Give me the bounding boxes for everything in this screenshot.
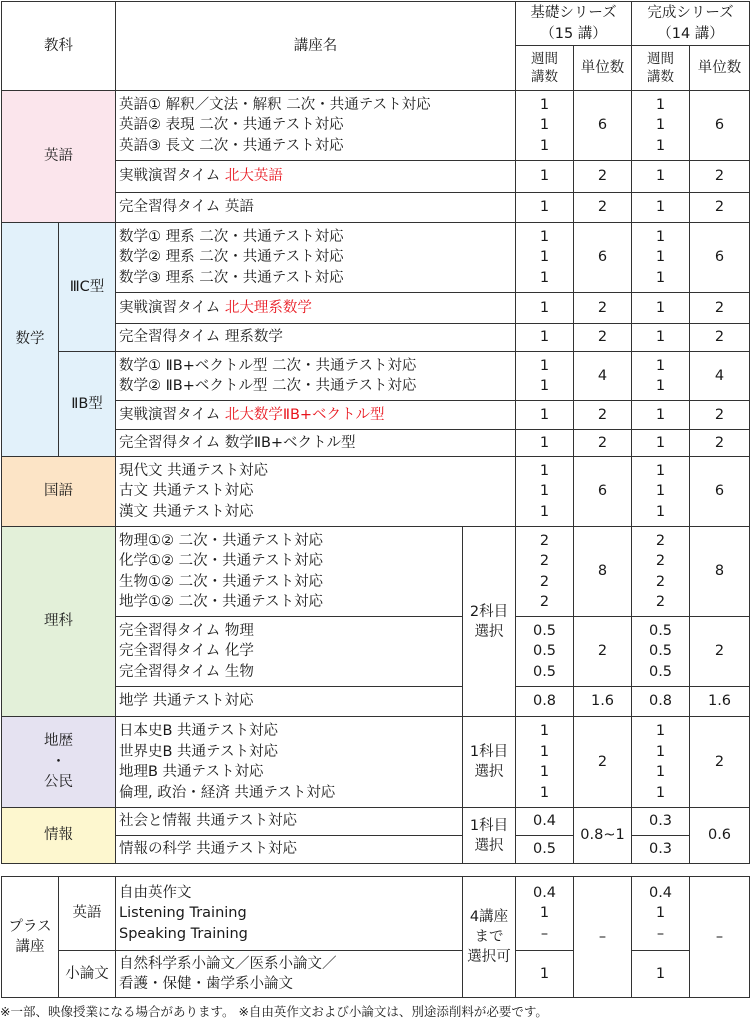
math-3c-practice-complete-weekly: 1 bbox=[632, 293, 690, 324]
plus-english-complete-weekly: 0.4 1 – bbox=[632, 877, 690, 951]
science-mastery-complete-units: 2 bbox=[690, 617, 750, 687]
header-subject: 教科 bbox=[2, 2, 116, 91]
science-mastery-complete-weekly: 0.5 0.5 0.5 bbox=[632, 617, 690, 687]
science-mastery-basic-units: 2 bbox=[574, 617, 632, 687]
math-2b-mastery-basic-units: 2 bbox=[574, 430, 632, 457]
japanese-complete-weekly: 1 1 1 bbox=[632, 457, 690, 527]
math-2b-mastery-complete-units: 2 bbox=[690, 430, 750, 457]
footnote: ※一部、映像授業になる場合があります。 ※自由英作文および小論文は、別途添削料が必要です。 bbox=[0, 1004, 548, 1019]
social-courses: 日本史B 共通テスト対応 世界史B 共通テスト対応 地理B 共通テスト対応 倫理, 政治・経済 共通テスト対応 bbox=[116, 717, 463, 808]
plus-selection: 4講座 まで 選択可 bbox=[463, 877, 516, 998]
english-basic-units: 6 bbox=[574, 91, 632, 161]
japanese-courses: 現代文 共通テスト対応 古文 共通テスト対応 漢文 共通テスト対応 bbox=[116, 457, 516, 527]
plus-courses-table bbox=[1, 876, 750, 998]
science-earth-complete-weekly: 0.8 bbox=[632, 687, 690, 717]
math-2b-mastery-course: 完全習得タイム 数学ⅡB+ベクトル型 bbox=[116, 430, 516, 457]
math-3c-practice-basic-weekly: 1 bbox=[516, 293, 574, 324]
subject-history-civics: 地歴 ・ 公民 bbox=[2, 717, 116, 808]
subject-english: 英語 bbox=[2, 91, 116, 223]
math-3c-practice-course: 実戦演習タイム 北大理系数学 bbox=[116, 293, 516, 324]
japanese-basic-units: 6 bbox=[574, 457, 632, 527]
english-practice-basic-weekly: 1 bbox=[516, 161, 574, 193]
info-course-2: 情報の科学 共通テスト対応 bbox=[116, 836, 463, 864]
english-courses: 英語① 解釈／文法・解釈 二次・共通テスト対応 英語② 表現 二次・共通テスト対応 英語③ 長文 二次・共通テスト対応 bbox=[116, 91, 516, 161]
header-course: 講座名 bbox=[116, 2, 516, 91]
math-3c-mastery-basic-units: 2 bbox=[574, 324, 632, 352]
subject-information: 情報 bbox=[2, 808, 116, 864]
math-type-2b: ⅡB型 bbox=[59, 352, 116, 457]
plus-label: プラス 講座 bbox=[2, 877, 59, 998]
math-2b-mastery-complete-weekly: 1 bbox=[632, 430, 690, 457]
header-basic-weekly: 週間 講数 bbox=[516, 46, 574, 91]
science-basic-weekly: 2 2 2 2 bbox=[516, 527, 574, 617]
science-mastery-courses: 完全習得タイム 物理 完全習得タイム 化学 完全習得タイム 生物 bbox=[116, 617, 463, 687]
science-courses: 物理①② 二次・共通テスト対応 化学①② 二次・共通テスト対応 生物①② 二次・共通テスト対応 地学①② 二次・共通テスト対応 bbox=[116, 527, 463, 617]
plus-essay-label: 小論文 bbox=[59, 951, 116, 998]
social-basic-units: 2 bbox=[574, 717, 632, 808]
math-2b-complete-units: 4 bbox=[690, 352, 750, 401]
header-basic-series: 基礎シリーズ （15 講） bbox=[516, 2, 632, 46]
info-2-complete-weekly: 0.3 bbox=[632, 836, 690, 864]
math-2b-practice-basic-weekly: 1 bbox=[516, 401, 574, 430]
science-earth-basic-weekly: 0.8 bbox=[516, 687, 574, 717]
header-complete-units: 単位数 bbox=[690, 46, 750, 91]
social-complete-weekly: 1 1 1 1 bbox=[632, 717, 690, 808]
subject-japanese: 国語 bbox=[2, 457, 116, 527]
math-2b-courses: 数学① ⅡB+ベクトル型 二次・共通テスト対応 数学② ⅡB+ベクトル型 二次・共通テスト対応 bbox=[116, 352, 516, 401]
header-complete-weekly: 週間 講数 bbox=[632, 46, 690, 91]
english-complete-units: 6 bbox=[690, 91, 750, 161]
japanese-complete-units: 6 bbox=[690, 457, 750, 527]
english-mastery-complete-weekly: 1 bbox=[632, 193, 690, 223]
subject-science: 理科 bbox=[2, 527, 116, 717]
math-3c-mastery-course: 完全習得タイム 理系数学 bbox=[116, 324, 516, 352]
japanese-basic-weekly: 1 1 1 bbox=[516, 457, 574, 527]
math-3c-complete-weekly: 1 1 1 bbox=[632, 223, 690, 293]
math-2b-practice-complete-units: 2 bbox=[690, 401, 750, 430]
english-complete-weekly: 1 1 1 bbox=[632, 91, 690, 161]
english-basic-weekly: 1 1 1 bbox=[516, 91, 574, 161]
math-type-3c: ⅢC型 bbox=[59, 223, 116, 352]
english-mastery-course: 完全習得タイム 英語 bbox=[116, 193, 516, 223]
plus-essay-complete-weekly: 1 bbox=[632, 951, 690, 998]
info-1-basic-weekly: 0.4 bbox=[516, 808, 574, 836]
plus-english-basic-weekly: 0.4 1 – bbox=[516, 877, 574, 951]
math-2b-practice-basic-units: 2 bbox=[574, 401, 632, 430]
math-2b-basic-units: 4 bbox=[574, 352, 632, 401]
science-earth-course: 地学 共通テスト対応 bbox=[116, 687, 463, 717]
social-complete-units: 2 bbox=[690, 717, 750, 808]
social-basic-weekly: 1 1 1 1 bbox=[516, 717, 574, 808]
science-earth-basic-units: 1.6 bbox=[574, 687, 632, 717]
science-earth-complete-units: 1.6 bbox=[690, 687, 750, 717]
social-selection: 1科目 選択 bbox=[463, 717, 516, 808]
info-basic-units: 0.8~1 bbox=[574, 808, 632, 864]
english-practice-course: 実戦演習タイム 北大英語 bbox=[116, 161, 516, 193]
english-practice-complete-weekly: 1 bbox=[632, 161, 690, 193]
science-mastery-basic-weekly: 0.5 0.5 0.5 bbox=[516, 617, 574, 687]
info-course-1: 社会と情報 共通テスト対応 bbox=[116, 808, 463, 836]
english-mastery-complete-units: 2 bbox=[690, 193, 750, 223]
math-3c-complete-units: 6 bbox=[690, 223, 750, 293]
header-basic-units: 単位数 bbox=[574, 46, 632, 91]
math-2b-practice-course: 実戦演習タイム 北大数学ⅡB+ベクトル型 bbox=[116, 401, 516, 430]
math-2b-complete-weekly: 1 1 bbox=[632, 352, 690, 401]
plus-essay-courses: 自然科学系小論文／医系小論文／ 看護・保健・歯学系小論文 bbox=[116, 951, 463, 998]
science-complete-weekly: 2 2 2 2 bbox=[632, 527, 690, 617]
math-3c-basic-weekly: 1 1 1 bbox=[516, 223, 574, 293]
english-practice-complete-units: 2 bbox=[690, 161, 750, 193]
english-mastery-basic-units: 2 bbox=[574, 193, 632, 223]
math-2b-practice-complete-weekly: 1 bbox=[632, 401, 690, 430]
math-3c-practice-complete-units: 2 bbox=[690, 293, 750, 324]
math-3c-basic-units: 6 bbox=[574, 223, 632, 293]
plus-complete-units: – bbox=[690, 877, 750, 998]
info-complete-units: 0.6 bbox=[690, 808, 750, 864]
plus-essay-basic-weekly: 1 bbox=[516, 951, 574, 998]
subject-math: 数学 bbox=[2, 223, 59, 457]
math-3c-mastery-complete-units: 2 bbox=[690, 324, 750, 352]
header-complete-series: 完成シリーズ （14 講） bbox=[632, 2, 750, 46]
info-1-complete-weekly: 0.3 bbox=[632, 808, 690, 836]
plus-basic-units: – bbox=[574, 877, 632, 998]
math-2b-mastery-basic-weekly: 1 bbox=[516, 430, 574, 457]
info-2-basic-weekly: 0.5 bbox=[516, 836, 574, 864]
science-complete-units: 8 bbox=[690, 527, 750, 617]
math-3c-courses: 数学① 理系 二次・共通テスト対応 数学② 理系 二次・共通テスト対応 数学③ 理系 二次・共通テスト対応 bbox=[116, 223, 516, 293]
info-selection: 1科目 選択 bbox=[463, 808, 516, 864]
plus-english-label: 英語 bbox=[59, 877, 116, 951]
plus-english-courses: 自由英作文 Listening Training Speaking Training bbox=[116, 877, 463, 951]
english-mastery-basic-weekly: 1 bbox=[516, 193, 574, 223]
science-basic-units: 8 bbox=[574, 527, 632, 617]
science-selection: 2科目 選択 bbox=[463, 527, 516, 717]
math-3c-mastery-basic-weekly: 1 bbox=[516, 324, 574, 352]
curriculum-table bbox=[1, 1, 750, 864]
math-3c-practice-basic-units: 2 bbox=[574, 293, 632, 324]
math-2b-basic-weekly: 1 1 bbox=[516, 352, 574, 401]
english-practice-basic-units: 2 bbox=[574, 161, 632, 193]
math-3c-mastery-complete-weekly: 1 bbox=[632, 324, 690, 352]
